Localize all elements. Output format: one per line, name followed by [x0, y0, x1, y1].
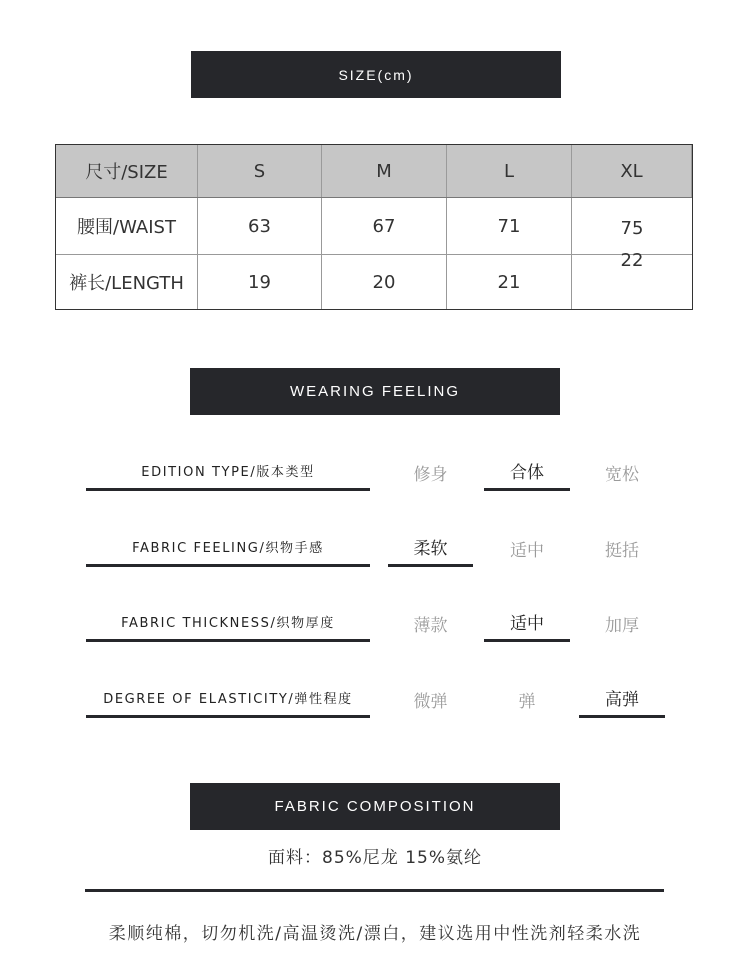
table-header-cell: M [322, 145, 447, 197]
xl-column-values [572, 198, 692, 309]
feel-option: 弹 [518, 691, 536, 712]
feel-row-elasticity [0, 680, 750, 720]
table-cell: 67 [322, 198, 447, 254]
feel-option-selected: 柔软 [388, 529, 473, 567]
table-header-cell: L [447, 145, 572, 197]
divider [85, 889, 664, 892]
table-cell: 22 [620, 250, 644, 271]
feel-option-selected: 适中 [484, 604, 570, 642]
wearing-feeling-title: WEARING FEELING [190, 368, 560, 415]
feel-row-label: FABRIC FEELING/织物手感 [86, 529, 370, 567]
feel-option-selected: 高弹 [579, 680, 665, 718]
feel-row-edition-type [0, 453, 750, 493]
feel-option: 挺括 [605, 540, 639, 561]
size-table [55, 144, 693, 310]
fabric-composition-text: 面料：85%尼龙 15%氨纶 [268, 848, 482, 868]
feel-option: 微弹 [413, 691, 448, 712]
table-cell: 71 [447, 198, 572, 254]
feel-row-fabric-thickness [0, 604, 750, 644]
feel-option: 修身 [413, 464, 448, 485]
feel-row-label: DEGREE OF ELASTICITY/弹性程度 [86, 680, 370, 718]
feel-option: 宽松 [605, 464, 639, 485]
size-section-title: SIZE(cm) [191, 51, 561, 98]
table-header-cell: XL [572, 145, 692, 197]
feel-option-selected: 合体 [484, 453, 570, 491]
care-instructions: 柔顺纯棉，切勿机洗/高温烫洗/漂白，建议选用中性洗剂轻柔水洗 [108, 924, 642, 944]
table-cell: 19 [198, 255, 322, 309]
table-row-label: 腰围/WAIST [56, 198, 198, 254]
table-row-label: 裤长/LENGTH [56, 255, 198, 309]
table-cell: 20 [322, 255, 447, 309]
feel-option: 适中 [510, 540, 544, 561]
fabric-composition-title: FABRIC COMPOSITION [190, 783, 560, 830]
table-cell: 75 [620, 218, 644, 239]
table-header-cell: 尺寸/SIZE [56, 145, 198, 197]
feel-row-label: EDITION TYPE/版本类型 [86, 453, 370, 491]
feel-row-fabric-feeling [0, 529, 750, 569]
table-cell: 21 [447, 255, 572, 309]
table-cell: 63 [198, 198, 322, 254]
size-table-header-row [56, 145, 692, 198]
table-header-cell: S [198, 145, 322, 197]
feel-option: 薄款 [413, 615, 448, 636]
feel-option: 加厚 [605, 615, 639, 636]
feel-row-label: FABRIC THICKNESS/织物厚度 [86, 604, 370, 642]
